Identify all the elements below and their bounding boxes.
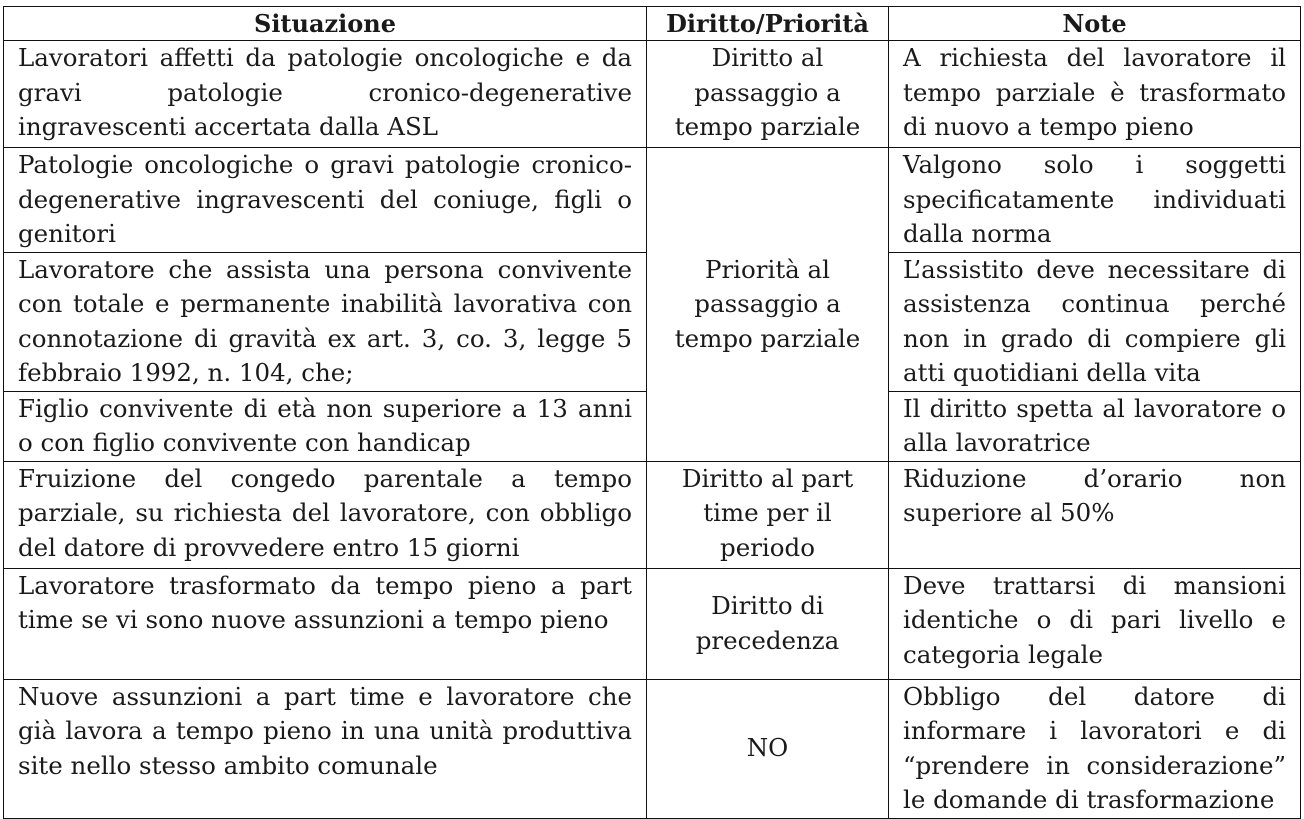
- cell-note: Obbligo del datore di informare i lavoratori e di “prendere in considerazione” le domande di trasformazione: [889, 679, 1301, 818]
- table-row: [4, 568, 1301, 679]
- cell-situazione: Nuove assunzioni a part time e lavoratore che già lavora a tempo pieno in una unità produttiva site nello stesso ambito comunale: [4, 679, 647, 818]
- cell-situazione: Lavoratore che assista una persona convivente con totale e permanente inabilità lavorativa con connotazione di gravità ex art. 3, co. 3, legge 5 febbraio 1992, n. 104, che;: [4, 252, 647, 391]
- cell-diritto: Diritto al part time per il periodo: [647, 461, 889, 568]
- cell-diritto: NO: [647, 679, 889, 818]
- table-row: [4, 679, 1301, 818]
- cell-note: L’assistito deve necessitare di assistenza continua perché non in grado di compiere gli atti quotidiani della vita: [889, 252, 1301, 391]
- cell-note: Valgono solo i soggetti specificatamente individuati dalla norma: [889, 148, 1301, 253]
- cell-situazione: Figlio convivente di età non superiore a 13 anni o con figlio convivente con handicap: [4, 391, 647, 461]
- cell-situazione: Fruizione del congedo parentale a tempo parziale, su richiesta del lavoratore, con obbligo del datore di provvedere entro 15 giorni: [4, 461, 647, 568]
- cell-situazione: Patologie oncologiche o gravi patologie cronico-degenerative ingravescenti del coniuge, figli o genitori: [4, 148, 647, 253]
- rights-table: [3, 6, 1301, 819]
- cell-diritto-merged: Priorità al passaggio a tempo parziale: [647, 148, 889, 462]
- header-situazione: Situazione: [4, 7, 647, 41]
- cell-diritto: Diritto al passaggio a tempo parziale: [647, 41, 889, 148]
- table-row: [4, 41, 1301, 148]
- table-row: [4, 148, 1301, 253]
- header-note: Note: [889, 7, 1301, 41]
- table-header-row: [4, 7, 1301, 41]
- table-row: [4, 461, 1301, 568]
- cell-situazione: Lavoratore trasformato da tempo pieno a part time se vi sono nuove assunzioni a tempo pieno: [4, 568, 647, 679]
- cell-situazione: Lavoratori affetti da patologie oncologiche e da gravi patologie cronico-degenerative ingravescenti accertata dalla ASL: [4, 41, 647, 148]
- cell-note: Deve trattarsi di mansioni identiche o di pari livello e categoria legale: [889, 568, 1301, 679]
- header-diritto: Diritto/Priorità: [647, 7, 889, 41]
- cell-diritto: Diritto di precedenza: [647, 568, 889, 679]
- cell-note: Riduzione d’orario non superiore al 50%: [889, 461, 1301, 568]
- cell-note: A richiesta del lavoratore il tempo parziale è trasformato di nuovo a tempo pieno: [889, 41, 1301, 148]
- cell-note: Il diritto spetta al lavoratore o alla lavoratrice: [889, 391, 1301, 461]
